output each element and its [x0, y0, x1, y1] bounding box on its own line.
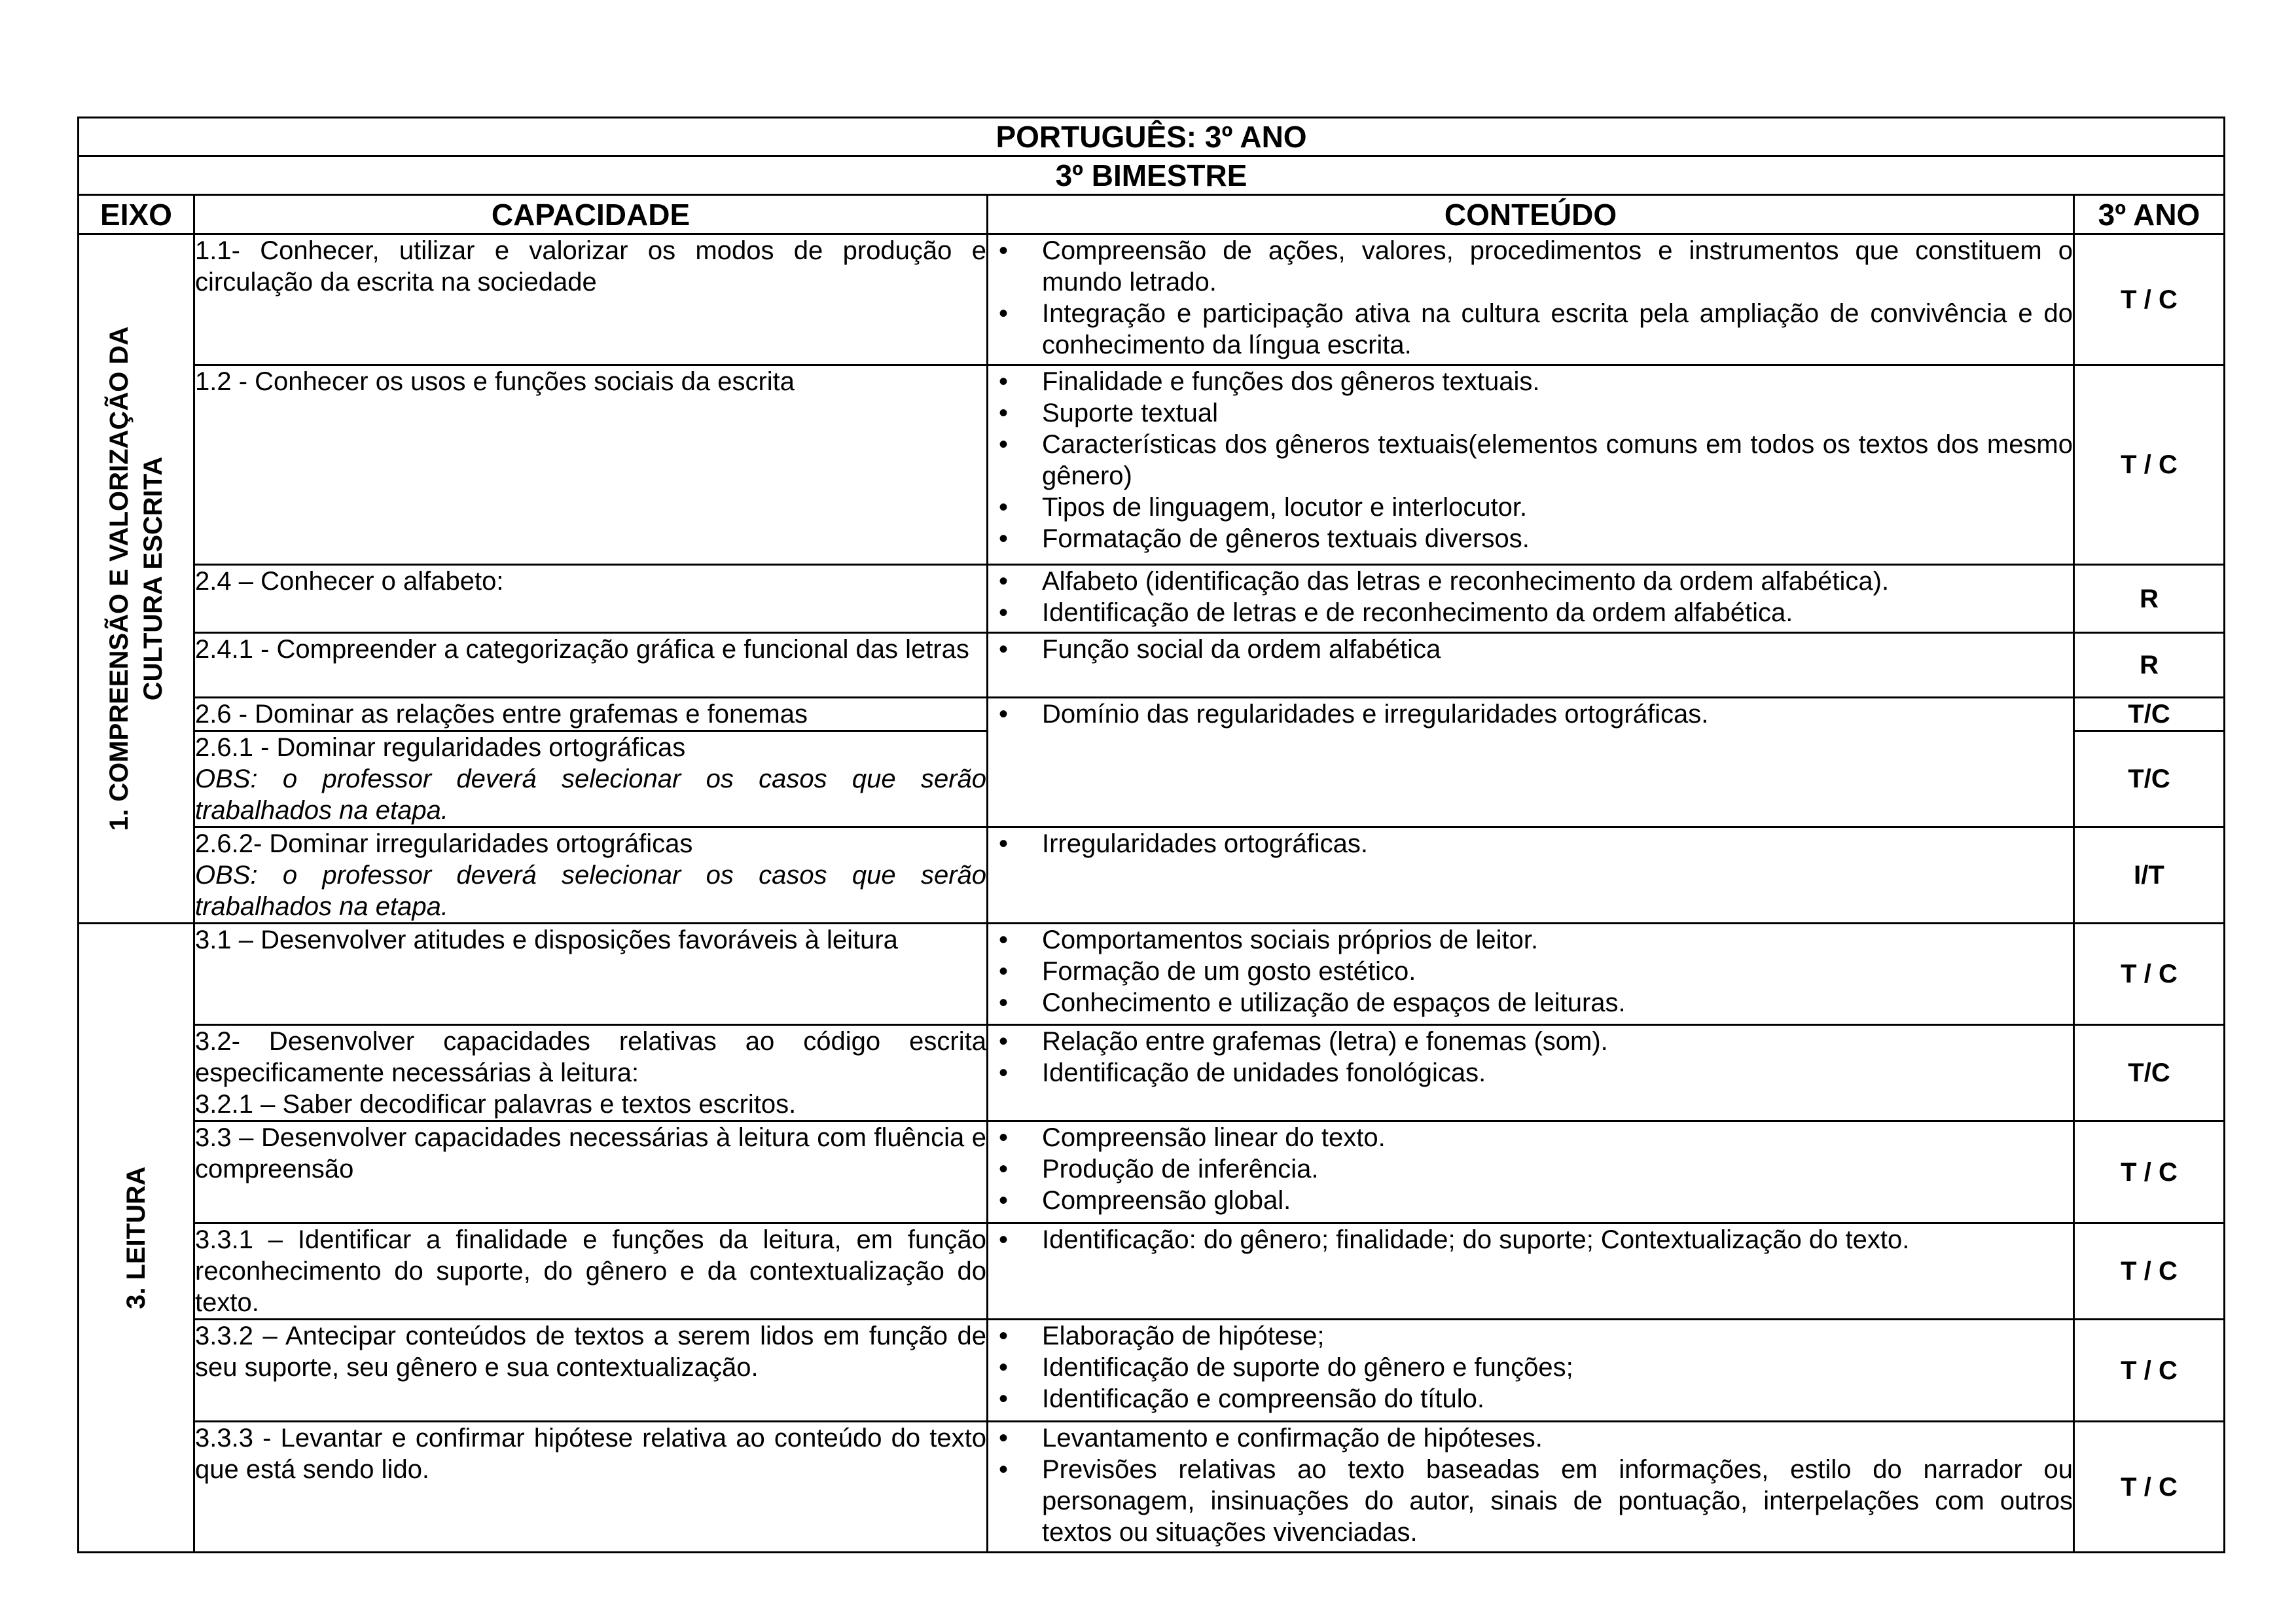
- table-row: [79, 1121, 2225, 1223]
- conteudo-list: [988, 235, 2073, 361]
- capacidade-cell: [194, 1025, 988, 1121]
- conteudo-item: • Finalidade e funções dos gêneros textuais.: [988, 366, 2073, 397]
- capacidade-obs: OBS: o professor deverá selecionar os casos que serão trabalhados na etapa.: [195, 861, 986, 921]
- capacidade-text: 2.4.1 - Compreender a categorização gráfica e funcional das letras: [195, 635, 969, 664]
- capacidade-cell: [194, 365, 988, 565]
- ano-cell: T / C: [2074, 924, 2225, 1025]
- conteudo-cell: [988, 1320, 2074, 1422]
- eixo-label-line: 3. LEITURA: [122, 1166, 151, 1309]
- table-row: [79, 827, 2225, 924]
- capacidade-text: 3.3.2 – Antecipar conteúdos de textos a serem lidos em função de seu suporte, seu gênero e sua contextualização.: [195, 1322, 986, 1382]
- table-title: PORTUGUÊS: 3º ANO: [79, 118, 2225, 156]
- ano-cell: I/T: [2074, 827, 2225, 924]
- conteudo-cell: [988, 827, 2074, 924]
- column-header-conteudo: CONTEÚDO: [988, 195, 2074, 234]
- conteudo-list: [988, 1122, 2073, 1216]
- table-row: [79, 924, 2225, 1025]
- capacidade-text: 3.2- Desenvolver capacidades relativas ao código escrita especificamente necessárias à leitura:: [195, 1027, 986, 1087]
- conteudo-item: • Produção de inferência.: [988, 1153, 2073, 1185]
- capacidade-text: 1.2 - Conhecer os usos e funções sociais da escrita: [195, 367, 795, 396]
- conteudo-item: • Formação de um gosto estético.: [988, 956, 2073, 987]
- capacidade-cell: [194, 633, 988, 698]
- capacidade-text: 1.1- Conhecer, utilizar e valorizar os modos de produção e circulação da escrita na sociedade: [195, 236, 986, 297]
- capacidade-obs: OBS: o professor deverá selecionar os casos que serão trabalhados na etapa.: [195, 765, 986, 825]
- conteudo-item: • Identificação de letras e de reconhecimento da ordem alfabética.: [988, 597, 2073, 628]
- eixo-cell: [79, 234, 194, 924]
- conteudo-cell: [988, 1025, 2074, 1121]
- ano-cell: T/C: [2074, 1025, 2225, 1121]
- conteudo-cell: [988, 1121, 2074, 1223]
- conteudo-item: • Previsões relativas ao texto baseadas em informações, estilo do narrador ou personagem, insinuações do autor, sinais de pontuação, interpelações com outros textos ou situações vivenciadas.: [988, 1454, 2073, 1548]
- capacidade-text: 2.4 – Conhecer o alfabeto:: [195, 567, 504, 596]
- capacidade-text: 3.3 – Desenvolver capacidades necessárias à leitura com fluência e compreensão: [195, 1123, 986, 1183]
- conteudo-item: • Comportamentos sociais próprios de leitor.: [988, 924, 2073, 956]
- conteudo-item: • Identificação de suporte do gênero e funções;: [988, 1352, 2073, 1383]
- conteudo-item: • Identificação e compreensão do título.: [988, 1383, 2073, 1415]
- conteudo-cell: [988, 234, 2074, 365]
- capacidade-cell: [194, 698, 988, 731]
- conteudo-list: [988, 366, 2073, 554]
- column-header-ano: 3º ANO: [2074, 195, 2225, 234]
- conteudo-item: • Compreensão global.: [988, 1185, 2073, 1216]
- conteudo-item: • Elaboração de hipótese;: [988, 1320, 2073, 1352]
- ano-cell: T / C: [2074, 1121, 2225, 1223]
- capacidade-cell: [194, 1223, 988, 1320]
- table-row: [79, 565, 2225, 633]
- conteudo-list: [988, 566, 2073, 628]
- conteudo-cell: [988, 924, 2074, 1025]
- capacidade-cell: [194, 1121, 988, 1223]
- capacidade-cell: [194, 924, 988, 1025]
- capacidade-text: 3.2.1 – Saber decodificar palavras e textos escritos.: [195, 1090, 797, 1119]
- conteudo-list: [988, 1026, 2073, 1089]
- ano-cell: T/C: [2074, 698, 2225, 731]
- conteudo-cell: [988, 698, 2074, 827]
- conteudo-item: • Suporte textual: [988, 397, 2073, 429]
- conteudo-list: [988, 634, 2073, 665]
- conteudo-item: • Conhecimento e utilização de espaços de leituras.: [988, 987, 2073, 1019]
- table-row: [79, 1223, 2225, 1320]
- conteudo-list: [988, 1224, 2073, 1255]
- conteudo-cell: [988, 1223, 2074, 1320]
- column-header-capacidade: CAPACIDADE: [194, 195, 988, 234]
- table-row: [79, 365, 2225, 565]
- conteudo-cell: [988, 633, 2074, 698]
- conteudo-item: • Função social da ordem alfabética: [988, 634, 2073, 665]
- capacidade-text: 3.1 – Desenvolver atitudes e disposições favoráveis à leitura: [195, 926, 898, 954]
- conteudo-list: [988, 698, 2073, 730]
- ano-cell: T/C: [2074, 731, 2225, 827]
- conteudo-cell: [988, 365, 2074, 565]
- table-row: [79, 1422, 2225, 1553]
- capacidade-cell: [194, 1320, 988, 1422]
- conteudo-item: • Tipos de linguagem, locutor e interlocutor.: [988, 492, 2073, 523]
- conteudo-item: • Identificação de unidades fonológicas.: [988, 1057, 2073, 1089]
- eixo-label: [119, 1166, 153, 1309]
- conteudo-item: • Identificação: do gênero; finalidade; do suporte; Contextualização do texto.: [988, 1224, 2073, 1255]
- conteudo-item: • Relação entre grafemas (letra) e fonemas (som).: [988, 1026, 2073, 1057]
- column-header-eixo: EIXO: [79, 195, 194, 234]
- ano-cell: T / C: [2074, 365, 2225, 565]
- table-row: [79, 1320, 2225, 1422]
- conteudo-item: • Alfabeto (identificação das letras e reconhecimento da ordem alfabética).: [988, 566, 2073, 597]
- conteudo-item: • Irregularidades ortográficas.: [988, 828, 2073, 859]
- table-row: [79, 234, 2225, 365]
- conteudo-cell: [988, 565, 2074, 633]
- eixo-label-line: 1. COMPREENSÃO E VALORIZAÇÃO DA: [105, 326, 134, 831]
- ano-cell: T / C: [2074, 1422, 2225, 1553]
- eixo-label-line: CULTURA ESCRITA: [139, 456, 168, 701]
- conteudo-list: [988, 924, 2073, 1019]
- table-row: [79, 698, 2225, 731]
- conteudo-item: • Compreensão de ações, valores, procedimentos e instrumentos que constituem o mundo letrado.: [988, 235, 2073, 298]
- conteudo-item: • Compreensão linear do texto.: [988, 1122, 2073, 1153]
- conteudo-list: [988, 1320, 2073, 1415]
- capacidade-text: 2.6.1 - Dominar regularidades ortográficas: [195, 733, 686, 762]
- ano-cell: R: [2074, 565, 2225, 633]
- capacidade-cell: [194, 234, 988, 365]
- eixo-label: [102, 327, 170, 831]
- eixo-cell: [79, 924, 194, 1553]
- conteudo-item: • Levantamento e confirmação de hipóteses.: [988, 1422, 2073, 1454]
- capacidade-cell: [194, 565, 988, 633]
- conteudo-item: • Domínio das regularidades e irregularidades ortográficas.: [988, 698, 2073, 730]
- conteudo-cell: [988, 1422, 2074, 1553]
- capacidade-text: 2.6.2- Dominar irregularidades ortográficas: [195, 829, 693, 858]
- curriculum-table: [77, 117, 2225, 1553]
- capacidade-text: 3.3.3 - Levantar e confirmar hipótese relativa ao conteúdo do texto que está sendo lido.: [195, 1424, 986, 1484]
- ano-cell: T / C: [2074, 1223, 2225, 1320]
- conteudo-list: [988, 828, 2073, 859]
- ano-cell: T / C: [2074, 1320, 2225, 1422]
- capacidade-cell: [194, 827, 988, 924]
- conteudo-item: • Formatação de gêneros textuais diversos.: [988, 523, 2073, 554]
- capacidade-cell: [194, 731, 988, 827]
- conteudo-item: • Características dos gêneros textuais(elementos comuns em todos os textos dos mesmo gênero): [988, 429, 2073, 492]
- conteudo-item: • Integração e participação ativa na cultura escrita pela ampliação de convivência e do conhecimento da língua escrita.: [988, 298, 2073, 361]
- capacidade-cell: [194, 1422, 988, 1553]
- table-subtitle: 3º BIMESTRE: [79, 156, 2225, 195]
- capacidade-text: 2.6 - Dominar as relações entre grafemas e fonemas: [195, 700, 808, 729]
- conteudo-list: [988, 1422, 2073, 1548]
- table-row: [79, 633, 2225, 698]
- ano-cell: R: [2074, 633, 2225, 698]
- table-row: [79, 1025, 2225, 1121]
- ano-cell: T / C: [2074, 234, 2225, 365]
- capacidade-text: 3.3.1 – Identificar a finalidade e funções da leitura, em função reconhecimento do suporte, do gênero e da contextualização do texto.: [195, 1225, 986, 1317]
